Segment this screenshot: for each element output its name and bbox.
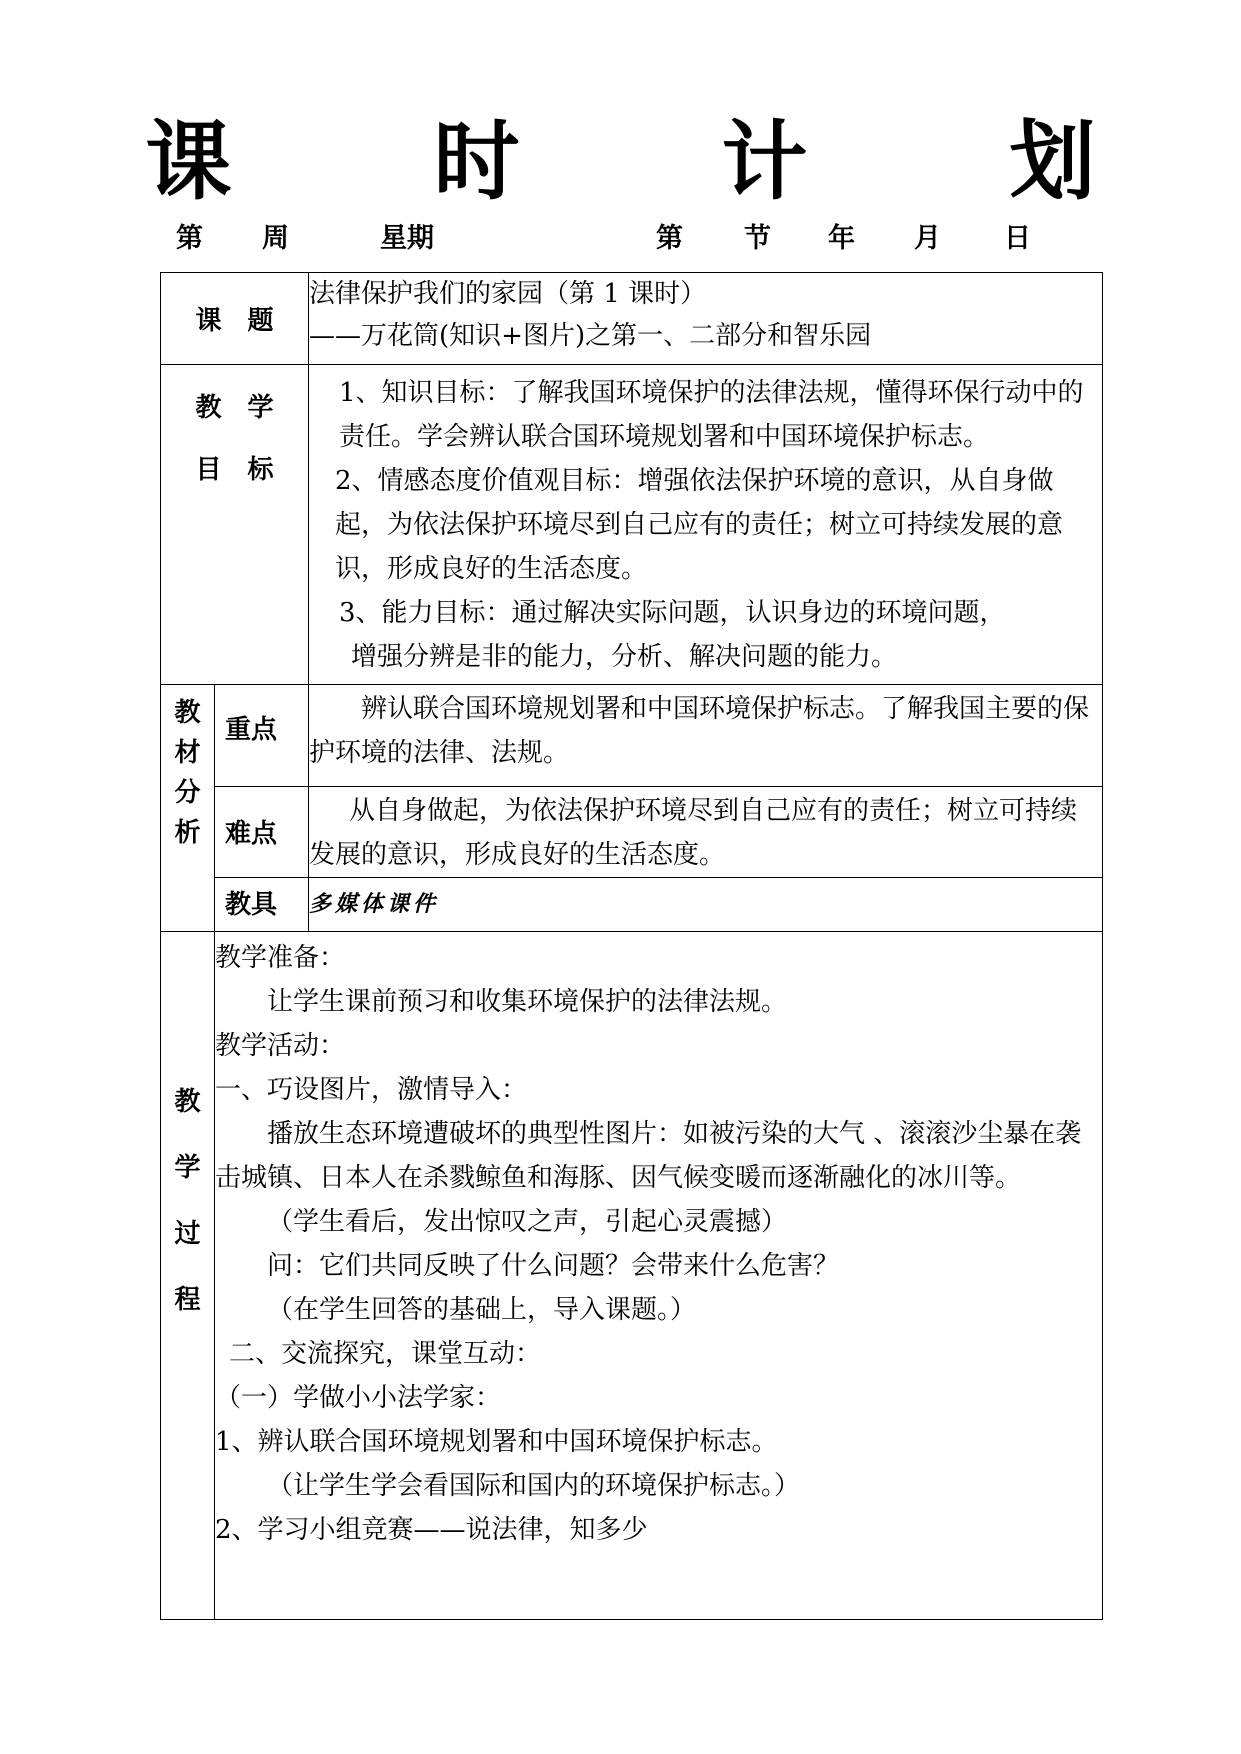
process-line-13: 2、学习小组竞赛——说法律，知多少 [215,1515,648,1545]
lesson-plan-table [160,272,1103,1620]
objective-item-2: 2、情感态度价值观目标：增强依法保护环境的意识，从自身做起，为依法保护环境尽到自己应有的责任；树立可持续发展的意识，形成良好的生活态度。 [335,466,1064,584]
process-line-9: 二、交流探究，课堂互动： [229,1339,542,1369]
process-line-1: 教学准备： [215,943,346,973]
process-line-12: （让学生学会看国际和国内的环境保护标志。） [267,1471,801,1501]
process-line-4: 一、巧设图片，激情导入： [215,1075,528,1105]
process-line-11: 1、辨认联合国环境规划署和中国环境保护标志。 [215,1427,778,1457]
weekday-label: 星期 [380,223,434,254]
topic-row [161,273,1103,365]
analysis-label-char-1: 教 [174,698,201,728]
process-line-6: （学生看后，发出惊叹之声，引起心灵震撼） [267,1207,788,1237]
analysis-label-char-2: 材 [174,738,201,768]
tools-text: 多媒体课件 [309,878,1103,932]
tools-row [161,878,1103,932]
objectives-row [161,365,1103,685]
process-line-7: 问：它们共同反映了什么问题？会带来什么危害？ [267,1251,840,1281]
process-line-3: 教学活动： [215,1031,346,1061]
objective-item-4: 增强分辨是非的能力，分析、解决问题的能力。 [351,642,898,672]
day-label: 日 [1004,223,1031,254]
objective-item-3: 3、能力目标：通过解决实际问题，认识身边的环境问题， [339,598,1006,628]
process-line-2: 让学生课前预习和收集环境保护的法律法规。 [267,987,788,1017]
topic-line-2: ——万花筒(知识+图片)之第一、二部分和智乐园 [309,321,872,351]
tools-label: 教具 [215,878,309,932]
process-line-8: （在学生回答的基础上，导入课题。） [267,1295,697,1325]
process-row [161,932,1103,1620]
process-label-char-3: 过 [174,1218,201,1249]
process-label-char-2: 学 [174,1152,201,1183]
period-suffix: 节 [744,223,771,254]
analysis-label-char-3: 分 [174,778,201,808]
key-point-text: 辨认联合国环境规划署和中国环境保护标志。了解我国主要的保护环境的法律、法规。 [309,694,1090,768]
week-suffix: 周 [262,223,289,254]
process-line-10: （一）学做小小法学家： [215,1383,502,1413]
process-label-char-4: 程 [174,1284,201,1315]
page-title: 课 时 计 划 [145,111,1154,212]
difficulty-label: 难点 [215,787,309,878]
difficulty-row [161,787,1103,878]
objective-item-1: 1、知识目标：了解我国环境保护的法律法规，懂得环保行动中的责任。学会辨认联合国环境规划署和中国环境保护标志。 [339,378,1084,452]
difficulty-text: 从自身做起，为依法保护环境尽到自己应有的责任；树立可持续发展的意识，形成良好的生活态度。 [309,796,1078,870]
month-label: 月 [914,223,941,254]
key-point-label: 重点 [215,685,309,787]
topic-line-1: 法律保护我们的家园（第 1 课时） [309,279,707,309]
key-point-row [161,685,1103,787]
objectives-label-2: 目 标 [195,455,274,485]
objectives-label-1: 教 学 [195,393,274,423]
week-prefix: 第 [176,223,203,254]
analysis-label-char-4: 析 [174,818,201,848]
year-label: 年 [828,223,855,254]
process-line-5: 播放生态环境遭破坏的典型性图片：如被污染的大气 、滚滚沙尘暴在袭击城镇、日本人在杀戮鲸鱼和海豚、因气候变暖而逐渐融化的冰川等。 [215,1119,1082,1193]
topic-label: 课 题 [161,273,309,365]
process-label-char-1: 教 [174,1086,201,1117]
period-prefix: 第 [656,223,683,254]
